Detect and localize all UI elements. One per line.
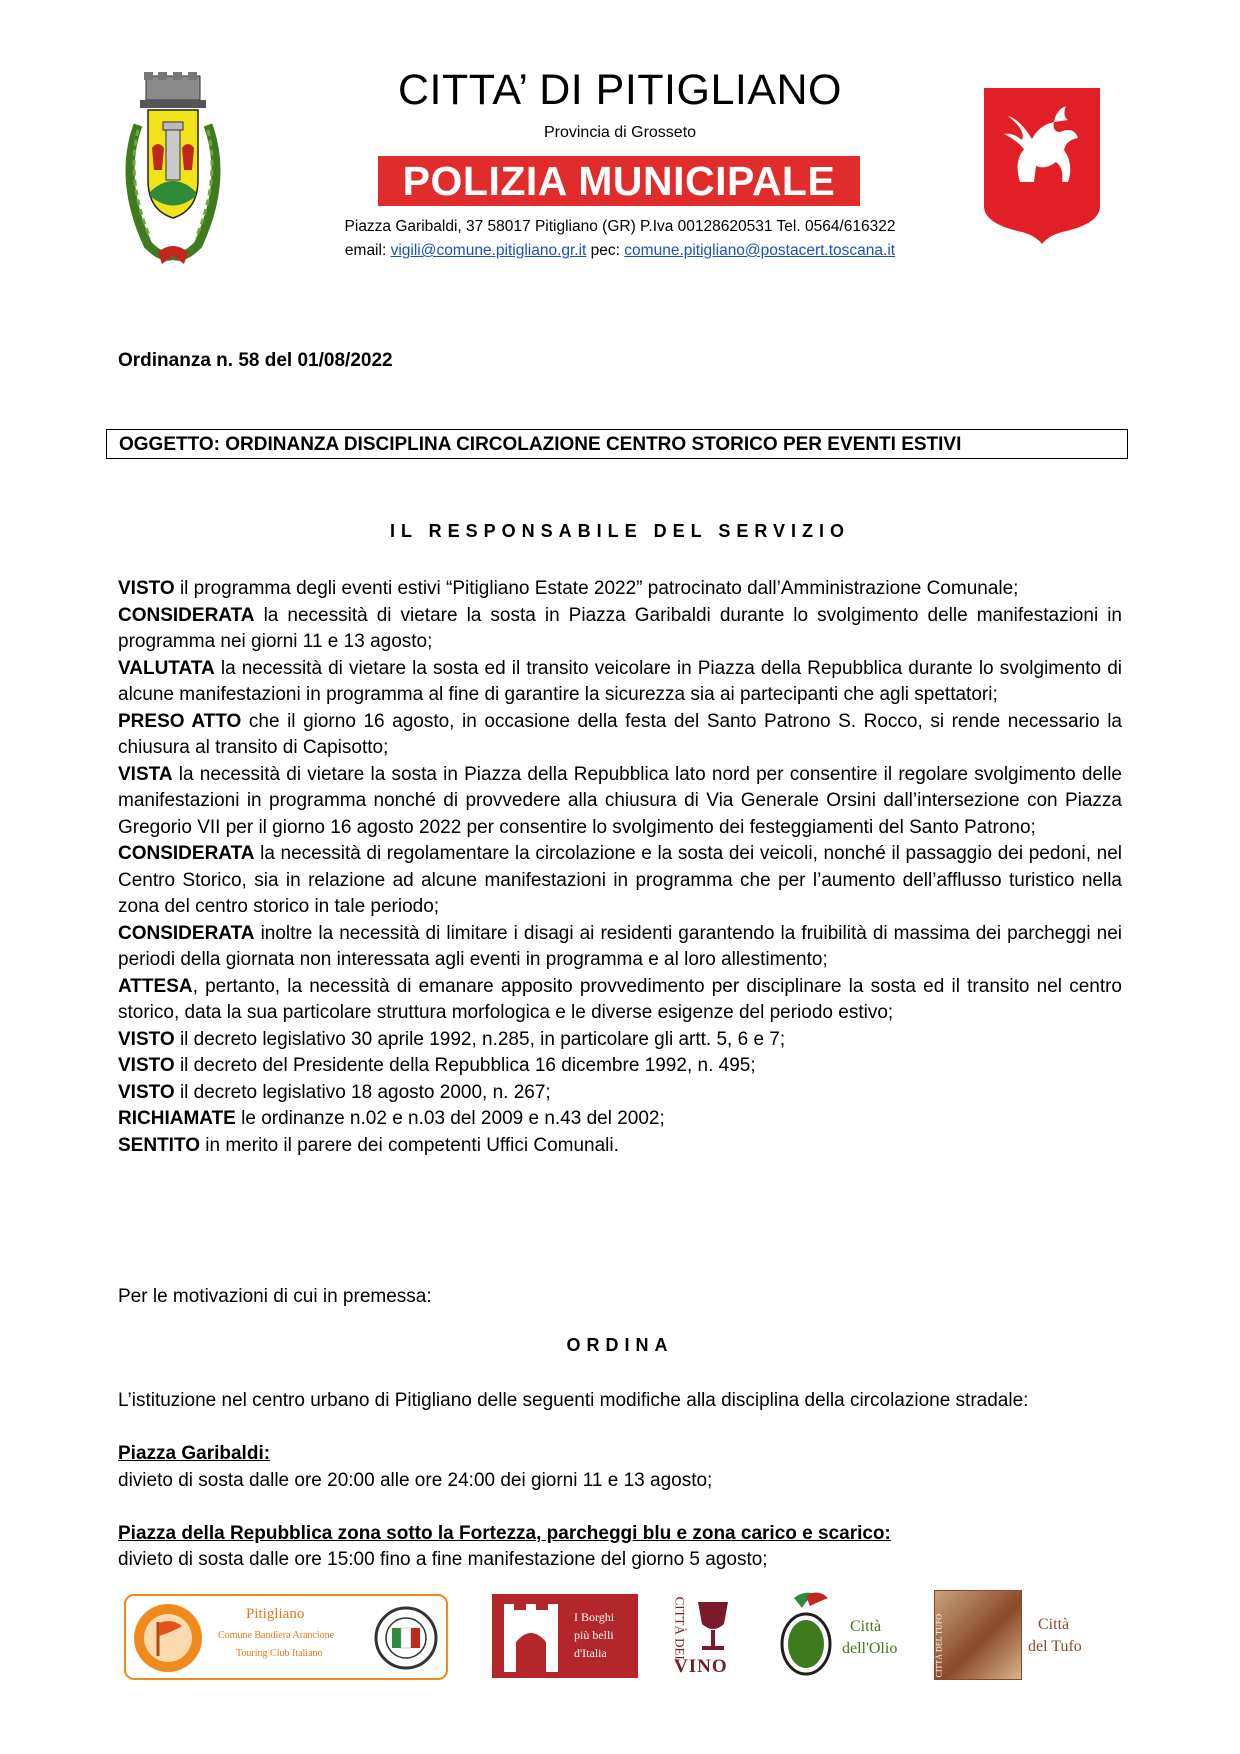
tufo-line1: Città	[1038, 1616, 1070, 1633]
tufo-side-label: CITTÀ DEL TUFO	[934, 1613, 944, 1678]
citta-del-tufo-logo	[934, 1590, 1094, 1682]
email-link[interactable]: vigili@comune.pitigliano.gr.it	[390, 242, 587, 259]
section-heading-piazza-garibaldi: Piazza Garibaldi:	[118, 1443, 271, 1464]
department-name: POLIZIA MUNICIPALE	[402, 157, 836, 204]
premise-text: inoltre la necessità di limitare i disagi ai residenti garantendo la fruibilità di massima dei parcheggi nei periodi della giornata non interessata agli eventi in programma e al loro allestimento;	[118, 922, 1122, 970]
premise-paragraph	[118, 974, 1122, 1027]
bandiera-line2: Touring Club Italiano	[236, 1648, 323, 1659]
borghi-line2: più belli	[574, 1628, 614, 1642]
premise-text: la necessità di vietare la sosta in Piazza Garibaldi durante lo svolgimento delle manifestazioni in programma nei giorni 11 e 13 agosto;	[118, 604, 1122, 652]
borghi-gate-icon	[500, 1602, 562, 1672]
orange-flag-icon	[132, 1602, 204, 1674]
tufo-image	[934, 1590, 1022, 1680]
premise-keyword: RICHIAMATE	[118, 1108, 236, 1129]
ordinance-number: Ordinanza n. 58 del 01/08/2022	[118, 350, 393, 371]
pec-label: pec:	[586, 242, 625, 259]
authority-heading: IL RESPONSABILE DEL SERVIZIO	[389, 521, 851, 541]
premise-paragraph	[118, 1053, 1122, 1080]
premise-keyword: VALUTATA	[118, 657, 215, 679]
office-address: Piazza Garibaldi, 37 58017 Pitigliano (GR) P.Iva 00128620531 Tel. 0564/616322	[344, 218, 896, 235]
touring-club-icon	[374, 1606, 438, 1670]
premise-keyword: VISTA	[118, 763, 173, 785]
section-heading-piazza-repubblica: Piazza della Repubblica zona sotto la Fortezza, parcheggi blu e zona carico e scarico:	[118, 1523, 891, 1544]
premise-text: la necessità di vietare la sosta ed il transito veicolare in Piazza della Repubblica durante lo svolgimento di alcune manifestazioni in programma al fine di garantire la sicurezza sia ai partecipanti che agli spettatori;	[118, 657, 1122, 705]
email-label: email:	[344, 242, 391, 259]
premise-keyword: CONSIDERATA	[118, 922, 255, 944]
premise-text: il decreto legislativo 30 aprile 1992, n.285, in particolare gli artt. 5, 6 e 7;	[174, 1028, 786, 1050]
vino-line1: CITTÀ DEL	[672, 1596, 688, 1664]
olio-line1: Città	[850, 1618, 882, 1635]
premise-keyword: VISTO	[118, 1055, 175, 1076]
premise-paragraph	[118, 921, 1122, 974]
contact-line	[0, 242, 1240, 260]
borghi-line1: I Borghi	[574, 1610, 615, 1624]
premessa-line: Per le motivazioni di cui in premessa:	[118, 1286, 432, 1307]
premise-text: il decreto del Presidente della Repubblica 16 dicembre 1992, n. 495;	[174, 1055, 756, 1076]
premise-keyword: ATTESA	[118, 975, 193, 997]
premise-text: la necessità di regolamentare la circolazione e la sosta dei veicoli, nonché il passaggio dei pedoni, nel Centro Storico, sia in relazione ad alcune manifestazioni in programma che per l’aumento dell’afflusso turistico nella zona del centro storico in tale periodo;	[118, 843, 1122, 917]
premise-text: il decreto legislativo 18 agosto 2000, n. 267;	[174, 1081, 551, 1103]
premise-paragraph	[118, 1106, 1122, 1133]
citta-del-vino-logo	[666, 1592, 744, 1684]
premise-keyword: CONSIDERATA	[118, 604, 255, 626]
vino-line2: VINO	[674, 1656, 728, 1677]
province-subtitle: Provincia di Grosseto	[543, 124, 697, 141]
premise-paragraph	[118, 762, 1122, 842]
section-text-piazza-garibaldi: divieto di sosta dalle ore 20:00 alle ore 24:00 dei giorni 11 e 13 agosto;	[118, 1470, 713, 1491]
premise-keyword: CONSIDERATA	[118, 843, 255, 864]
premise-text: il programma degli eventi estivi “Pitigliano Estate 2022” patrocinato dall’Amministrazione Comunale;	[174, 578, 1019, 599]
premise-keyword: SENTITO	[118, 1134, 200, 1156]
premise-text: la necessità di vietare la sosta in Piazza della Repubblica lato nord per consentire il regolare svolgimento delle manifestazioni in programma nonché di provvedere alla chiusura di Via Generale Orsini dall’intersezione con Piazza Gregorio VII per il giorno 16 agosto 2022 per consentire lo svolgimento dei festeggiamenti del Santo Patrono;	[118, 763, 1122, 838]
premise-paragraph	[118, 1080, 1122, 1107]
premise-text: che il giorno 16 agosto, in occasione della festa del Santo Patrono S. Rocco, si rende necessario la chiusura al transito di Capisotto;	[118, 710, 1122, 758]
pec-link[interactable]: comune.pitigliano@postacert.toscana.it	[624, 242, 896, 259]
citta-dell-olio-logo	[776, 1588, 906, 1684]
premise-keyword: VISTO	[118, 1028, 175, 1050]
bandiera-title: Pitigliano	[246, 1606, 305, 1622]
ordina-heading: ORDINA	[566, 1335, 674, 1355]
premise-keyword: VISTO	[118, 1081, 175, 1103]
premise-paragraph	[118, 576, 1122, 603]
premise-paragraph	[118, 656, 1122, 709]
olive-icon	[776, 1588, 842, 1684]
borghi-line3: d'Italia	[574, 1646, 607, 1660]
istituzione-line: L’istituzione nel centro urbano di Pitigliano delle seguenti modifiche alla disciplina della circolazione stradale:	[118, 1390, 1029, 1411]
olio-line2: dell'Olio	[842, 1640, 898, 1657]
wine-glass-icon	[692, 1598, 734, 1654]
bandiera-arancione-logo	[124, 1594, 448, 1680]
subject-box: OGGETTO: ORDINANZA DISCIPLINA CIRCOLAZIONE CENTRO STORICO PER EVENTI ESTIVI	[106, 429, 1128, 459]
tufo-line2: del Tufo	[1028, 1638, 1082, 1655]
polizia-municipale-banner	[378, 156, 860, 206]
premise-text: le ordinanze n.02 e n.03 del 2009 e n.43 del 2002;	[235, 1108, 665, 1129]
premise-paragraph	[118, 841, 1122, 921]
premise-paragraph	[118, 603, 1122, 656]
bandiera-line1: Comune Bandiera Arancione	[218, 1630, 335, 1641]
section-text-piazza-repubblica: divieto di sosta dalle ore 15:00 fino a fine manifestazione del giorno 5 agosto;	[118, 1549, 768, 1570]
premise-keyword: PRESO ATTO	[118, 710, 242, 732]
city-title: CITTA’ DI PITIGLIANO	[397, 66, 842, 114]
premise-keyword: VISTO	[118, 578, 175, 599]
premises-list	[118, 576, 1122, 1159]
premise-paragraph	[118, 709, 1122, 762]
borghi-piu-belli-logo	[492, 1594, 638, 1678]
premise-text: , pertanto, la necessità di emanare apposito provvedimento per disciplinare la sosta ed il transito nel centro storico, data la sua particolare struttura morfologica e le diverse esigenze del periodo estivo;	[118, 975, 1122, 1023]
premise-paragraph	[118, 1027, 1122, 1054]
premise-paragraph	[118, 1133, 1122, 1160]
premise-text: in merito il parere dei competenti Uffici Comunali.	[200, 1134, 619, 1156]
